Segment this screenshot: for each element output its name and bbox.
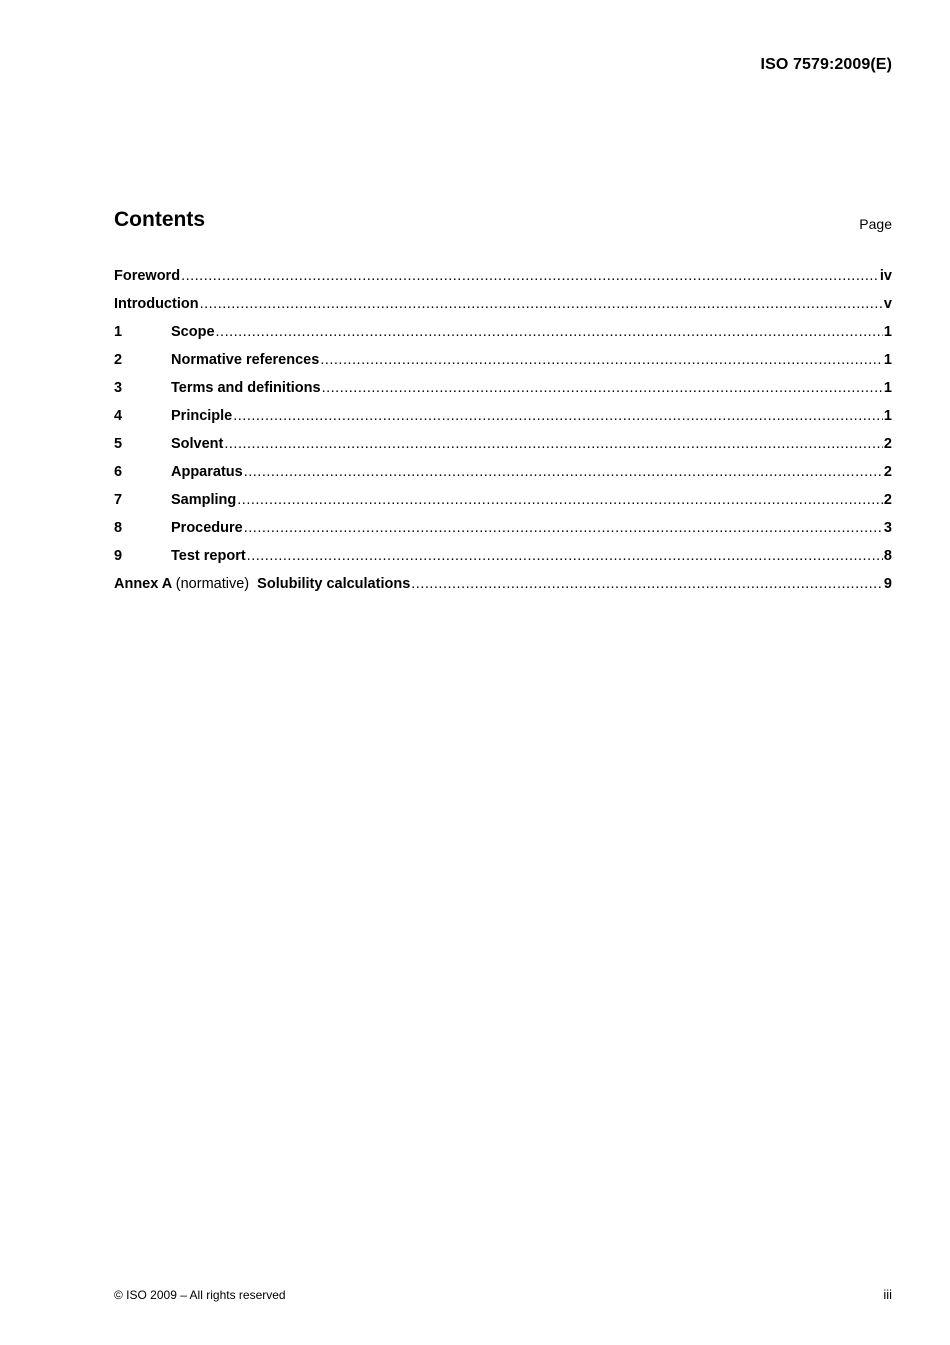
toc-entry-page: 3 bbox=[883, 520, 892, 536]
toc-entry-number: 9 bbox=[114, 548, 123, 564]
toc-entry-sampling[interactable] bbox=[114, 492, 892, 520]
toc-entry-test-report[interactable] bbox=[114, 548, 892, 576]
toc-entry-title: Foreword bbox=[114, 268, 181, 284]
toc-entry-page: 1 bbox=[883, 408, 892, 424]
toc-entry-scope[interactable] bbox=[114, 324, 892, 352]
toc-entry-solvent[interactable] bbox=[114, 436, 892, 464]
toc-entry-number: 7 bbox=[114, 492, 123, 508]
toc-entry-foreword[interactable] bbox=[114, 268, 892, 296]
toc-entry-title: Apparatus bbox=[171, 464, 243, 480]
copyright-notice: © ISO 2009 – All rights reserved bbox=[114, 1288, 286, 1302]
contents-title: Contents bbox=[114, 208, 205, 231]
toc-entry-number: 1 bbox=[114, 324, 123, 340]
toc-entry-title: Procedure bbox=[171, 520, 243, 536]
annex-status: (normative) bbox=[175, 576, 250, 592]
annex-heading bbox=[114, 576, 410, 592]
toc-entry-number: 2 bbox=[114, 352, 123, 368]
dot-leader bbox=[216, 324, 883, 340]
toc-entry-annex-a[interactable] bbox=[114, 576, 892, 604]
toc-entry-page: 2 bbox=[883, 464, 892, 480]
dot-leader bbox=[237, 492, 883, 508]
toc-entry-number: 6 bbox=[114, 464, 123, 480]
annex-label: Annex A bbox=[114, 576, 172, 592]
toc-entry-page: 9 bbox=[883, 576, 892, 592]
toc-entry-number: 3 bbox=[114, 380, 123, 396]
toc-entry-title: Solvent bbox=[171, 436, 224, 452]
toc-entry-title: Normative references bbox=[171, 352, 320, 368]
toc-entry-title: Scope bbox=[171, 324, 215, 340]
toc-entry-normative-references[interactable] bbox=[114, 352, 892, 380]
dot-leader bbox=[224, 436, 883, 452]
toc-entry-page: iv bbox=[879, 268, 892, 284]
dot-leader bbox=[244, 464, 883, 480]
dot-leader bbox=[247, 548, 883, 564]
table-of-contents bbox=[114, 268, 892, 604]
page-number: iii bbox=[883, 1287, 892, 1302]
toc-entry-page: 1 bbox=[883, 352, 892, 368]
dot-leader bbox=[244, 520, 883, 536]
dot-leader bbox=[181, 268, 879, 284]
dot-leader bbox=[320, 352, 883, 368]
toc-entry-procedure[interactable] bbox=[114, 520, 892, 548]
toc-entry-page: 2 bbox=[883, 492, 892, 508]
dot-leader bbox=[233, 408, 883, 424]
toc-entry-introduction[interactable] bbox=[114, 296, 892, 324]
toc-entry-title: Principle bbox=[171, 408, 233, 424]
toc-entry-title: Sampling bbox=[171, 492, 237, 508]
toc-entry-terms-and-definitions[interactable] bbox=[114, 380, 892, 408]
dot-leader bbox=[322, 380, 883, 396]
page-column-label: Page bbox=[859, 216, 892, 232]
toc-entry-title: Terms and definitions bbox=[171, 380, 321, 396]
toc-entry-title: Test report bbox=[171, 548, 246, 564]
toc-entry-page: v bbox=[883, 296, 892, 312]
toc-entry-number: 4 bbox=[114, 408, 123, 424]
toc-entry-number: 5 bbox=[114, 436, 123, 452]
toc-entry-page: 1 bbox=[883, 324, 892, 340]
document-id: ISO 7579:2009(E) bbox=[760, 56, 892, 73]
toc-entry-principle[interactable] bbox=[114, 408, 892, 436]
toc-entry-page: 8 bbox=[883, 548, 892, 564]
toc-entry-number: 8 bbox=[114, 520, 123, 536]
annex-title: Solubility calculations bbox=[257, 576, 411, 592]
toc-entry-apparatus[interactable] bbox=[114, 464, 892, 492]
dot-leader bbox=[200, 296, 883, 312]
dot-leader bbox=[411, 576, 883, 592]
toc-entry-page: 1 bbox=[883, 380, 892, 396]
toc-entry-title: Introduction bbox=[114, 296, 199, 312]
contents-header bbox=[114, 208, 892, 238]
toc-entry-page: 2 bbox=[883, 436, 892, 452]
